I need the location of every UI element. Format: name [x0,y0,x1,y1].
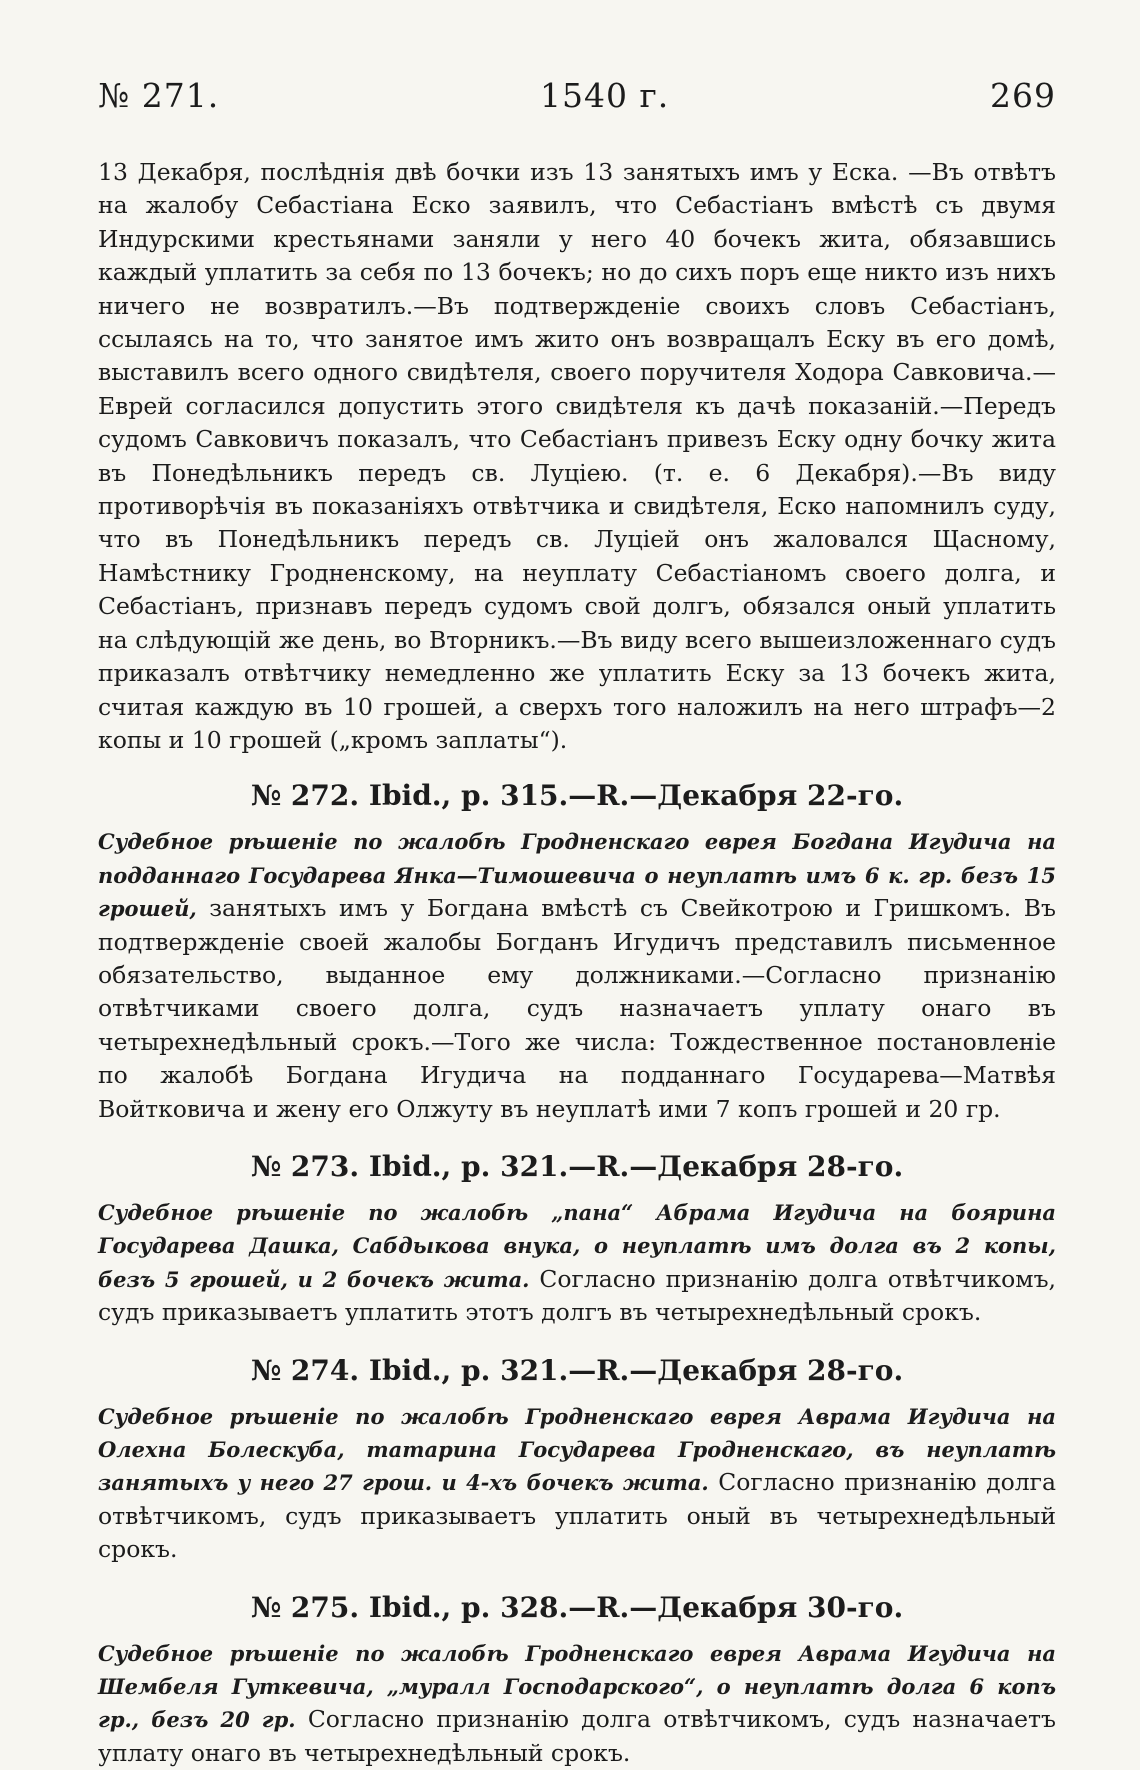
page-body [98,156,1056,1770]
entry-272-summary: Судебное рѣшеніе по жалобѣ Гродненскаго еврея Богдана Игудича на подданнаго Государева Янка—Тимошевича о неуплатѣ имъ 6 к. гр. безъ 15 грошей, [98,829,1056,922]
entry-273-text: Согласно признанію долга отвѣтчикомъ, судъ приказываетъ уплатить этотъ долгъ въ четырехнедѣльный срокъ. [98,1264,1056,1327]
entry-275-body [98,1637,1056,1770]
entry-275-heading: № 275. Ibid., p. 328.—R.—Декабря 30-го. [250,1590,904,1624]
entry-272-text: занятыхъ имъ у Богдана вмѣстѣ съ Свейкотрою и Гришкомъ. Въ подтвержденіе своей жалобы Богданъ Игудичъ представилъ письменное обязательство, выданное ему должниками.—Согласно признанію отвѣтчиками своего долга, судъ назначаетъ уплату онаго въ четырехнедѣльный срокъ.—Того же числа: Тождественное постановленіе по жалобѣ Богдана Игудича на подданнаго Государева—Матвѣя Войтковича и жену его Олжуту въ неуплатѣ ими 7 копъ грошей и 20 гр. [98,894,1056,1123]
entry-274-summary: Судебное рѣшеніе по жалобѣ Гродненскаго еврея Аврама Игудича на Олехна Болескуба, татарина Государева Гродненскаго, въ неуплатѣ занятыхъ у него 27 грош. и 4-хъ бочекъ жита. [98,1403,1056,1496]
entry-272-heading: № 272. Ibid., p. 315.—R.—Декабря 22-го. [250,779,904,813]
document-year: 1540 г. [539,76,670,115]
entry-275-text: Согласно признанію долга отвѣтчикомъ, судъ назначаетъ уплату онаго въ четырехнедѣльный срокъ. [98,1705,1057,1767]
entry-274-body [98,1400,1056,1567]
document-number: № 271. [98,76,220,115]
entry-272-body [98,825,1056,1126]
entry-273-heading: № 273. Ibid., p. 321.—R.—Декабря 28-го. [250,1149,904,1183]
entry-275-summary: Судебное рѣшеніе по жалобѣ Гродненскаго еврея Аврама Игудича на Шембеля Гуткевича, „муралл Господарского“, о неуплатѣ долга 6 копъ гр., безъ 20 гр. [98,1640,1056,1733]
page-number: 269 [990,76,1056,115]
entry-271-text: 13 Декабря, послѣднія двѣ бочки изъ 13 занятыхъ имъ у Еска. —Въ отвѣтъ на жалобу Себастіана Еско заявилъ, что Себастіанъ вмѣстѣ съ двумя Индурскими крестьянами заняли у него 40 бочекъ жита, обязавшись каждый уплатить за себя по 13 бочекъ; но до сихъ поръ еще никто изъ нихъ ничего не возвратилъ.—Въ подтвержденіе своихъ словъ Себастіанъ, ссылаясь на то, что занятое имъ жито онъ возвращалъ Еску въ его домѣ, выставилъ всего одного свидѣтеля, своего поручителя Ходора Савковича.—Еврей согласился допустить этого свидѣтеля къ дачѣ показаній.—Передъ судомъ Савковичъ показалъ, что Себастіанъ привезъ Еску одну бочку жита въ Понедѣльникъ передъ св. Луціею. (т. е. 6 Декабря).—Въ виду противорѣчія въ показаніяхъ отвѣтчика и свидѣтеля, Еско напомнилъ суду, что въ Понедѣльникъ передъ св. Луціей онъ жаловался Щасному, Намѣстнику Гродненскому, на неуплату Себастіаномъ своего долга, и Себастіанъ, признавъ передъ судомъ свой долгъ, обязался оный уплатить на слѣдующій же день, во Вторникъ.—Въ виду всего вышеизложеннаго судъ приказалъ отвѣтчику немедленно же уплатить Еску за 13 бочекъ жита, считая каждую въ 10 грошей, а сверхъ того наложилъ на него штрафъ—2 копы и 10 грошей („кромъ заплаты“). [98,158,1056,754]
running-head [98,76,1056,115]
entry-273-body [98,1196,1056,1330]
entry-274-heading: № 274. Ibid., p. 321.—R.—Декабря 28-го. [250,1353,904,1387]
entry-274-text: Согласно признанію долга отвѣтчикомъ, судъ приказываетъ уплатить оный въ четырехнедѣльный срокъ. [98,1468,1056,1564]
entry-273-summary: Судебное рѣшеніе по жалобѣ „пана“ Абрама Игудича на боярина Государева Дашка, Сабдыкова внука, о неуплатѣ имъ долга въ 2 копы, безъ 5 грошей, и 2 бочекъ жита. [98,1199,1056,1292]
